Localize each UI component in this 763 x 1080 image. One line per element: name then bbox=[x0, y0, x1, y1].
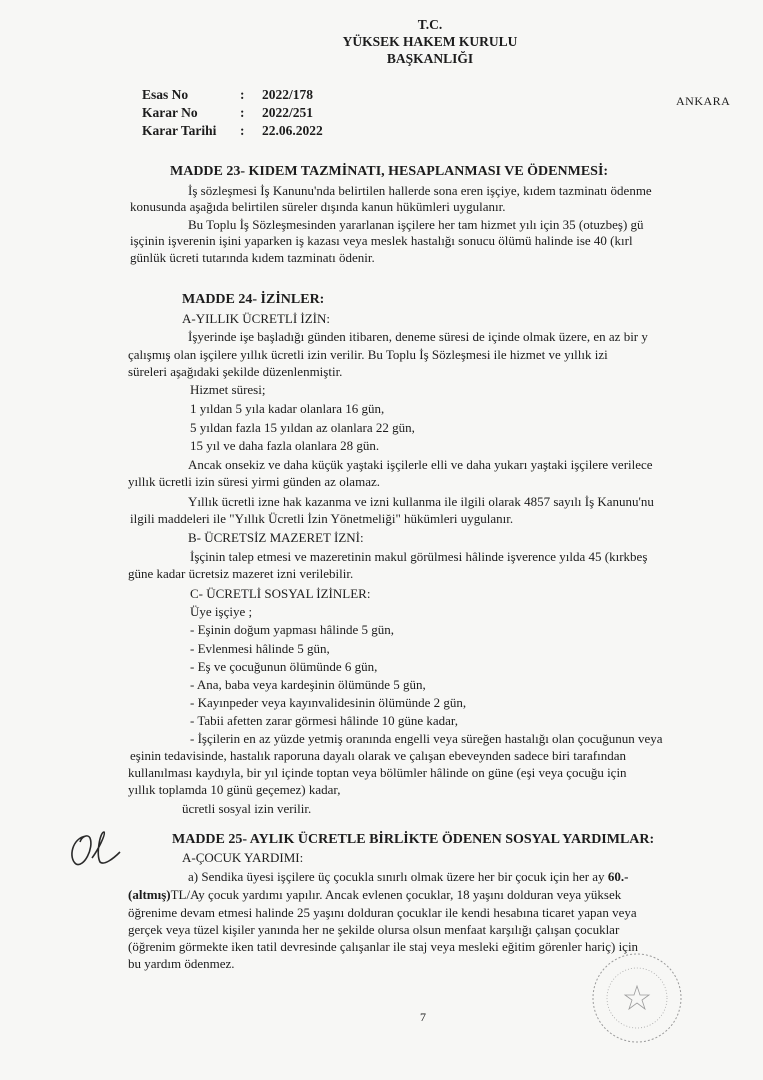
section-b-heading: B- ÜCRETSİZ MAZERET İZNİ: bbox=[188, 530, 364, 545]
meta-karar-no: Karar No : 2022/251 bbox=[142, 105, 314, 120]
city-label: ANKARA bbox=[676, 94, 731, 108]
article-24-title: MADDE 24- İZİNLER: bbox=[182, 292, 325, 307]
section-a-heading: A-YILLIK ÜCRETLİ İZİN: bbox=[182, 311, 331, 326]
article-24-line: İşçinin talep etmesi ve mazeretinin makul görülmesi hâlinde işverence yılda 45 (kırkbeş bbox=[190, 549, 648, 564]
article-25-line: öğrenime devam etmesi halinde 25 yaşını dolduran çocuklar ile kendi hesabına ticaret yapan veya bbox=[128, 905, 637, 920]
article-24-line: ücretli sosyal izin verilir. bbox=[182, 801, 312, 816]
article-25-line: gerçek veya tüzel kişiler yanında her ne şekilde olursa olsun menfaat karşılığı çalışan çocuklar bbox=[128, 922, 620, 937]
article-24-line: süreleri aşağıdaki şekilde düzenlenmiştir. bbox=[128, 364, 343, 379]
article-25-line: a) Sendika üyesi işçilere üç çocukla sınırlı olmak üzere her bir çocuk için her ay 60.- bbox=[188, 869, 629, 884]
article-24-line: 5 yıldan fazla 15 yıldan az olanlara 22 gün, bbox=[190, 420, 415, 435]
article-24-line: eşinin tedavisinde, hastalık raporuna dayalı olarak ve çalışan ebeveynden sadece biri tarafından bbox=[130, 748, 626, 763]
article-24-line: kullanılması kaydıyla, bir yıl içinde toptan veya bölümler hâlinde on güne (eşi veya çocuğu için bbox=[128, 765, 627, 780]
list-item: - Eşinin doğum yapması hâlinde 5 gün, bbox=[190, 622, 395, 637]
article-23-line: işçinin işverenin işini yaparken iş kazası veya meslek hastalığı sonucu ölümü halinde ise 40 (kırl bbox=[130, 233, 633, 248]
article-23-line: günlük ücreti tutarında kıdem tazminatı ödenir. bbox=[130, 250, 375, 265]
header-tc: T.C. bbox=[417, 17, 443, 32]
article-24-line: Üye işçiye ; bbox=[190, 604, 253, 619]
article-23-title: MADDE 23- KIDEM TAZMİNATI, HESAPLANMASI VE ÖDENMESİ: bbox=[170, 164, 609, 179]
article-24-line: 1 yıldan 5 yıla kadar olanlara 16 gün, bbox=[190, 401, 385, 416]
article-24-line: İşyerinde işe başladığı günden itibaren, deneme süresi de içinde olmak üzere, en az bir y bbox=[188, 329, 648, 344]
handwritten-initials-icon bbox=[64, 828, 128, 874]
meta-karar-tarihi: Karar Tarihi : 22.06.2022 bbox=[142, 123, 323, 138]
list-item: - Ana, baba veya kardeşinin ölümünde 5 gün, bbox=[190, 677, 426, 692]
article-24-line: yıllık toplamda 10 günü geçemez) kadar, bbox=[128, 782, 341, 797]
article-23-line: İş sözleşmesi İş Kanunu'nda belirtilen hallerde sona eren işçiye, kıdem tazminatı ödenme bbox=[188, 183, 652, 198]
article-25-line: bu yardım ödenmez. bbox=[128, 956, 235, 971]
official-stamp-icon bbox=[572, 948, 702, 1048]
article-24-line: çalışmış olan işçilere yıllık ücretli izin verilir. Bu Toplu İş Sözleşmesi ile hizmet ve yıllık izi bbox=[128, 347, 608, 362]
section-c-heading: C- ÜCRETLİ SOSYAL İZİNLER: bbox=[190, 586, 371, 601]
article-24-line: yıllık ücretli izin süresi yirmi günden az olamaz. bbox=[128, 474, 380, 489]
article-24-line: 15 yıl ve daha fazla olanlara 28 gün. bbox=[190, 438, 380, 453]
article-25-title: MADDE 25- AYLIK ÜCRETLE BİRLİKTE ÖDENEN SOSYAL YARDIMLAR: bbox=[172, 832, 655, 847]
article-25-line: (altmış)TL/Ay çocuk yardımı yapılır. Ancak evlenen çocuklar, 18 yaşını dolduran veya yüksek bbox=[128, 887, 622, 902]
article-23-line: Bu Toplu İş Sözleşmesinden yararlanan işçilere her tam hizmet yılı için 35 (otuzbeş) gü bbox=[188, 217, 644, 232]
list-item: - Eş ve çocuğunun ölümünde 6 gün, bbox=[190, 659, 378, 674]
list-item: - İşçilerin en az yüzde yetmiş oranında engelli veya süreğen hastalığı olan çocuğunun veya bbox=[190, 731, 663, 746]
article-23-line: konusunda aşağıda belirtilen süreler dışında kanun hükümleri uygulanır. bbox=[130, 199, 506, 214]
list-item: - Tabii afetten zarar görmesi hâlinde 10 güne kadar, bbox=[190, 713, 458, 728]
list-item: - Kayınpeder veya kayınvalidesinin ölümünde 2 gün, bbox=[190, 695, 467, 710]
header-presidency: BAŞKANLIĞI bbox=[386, 51, 474, 66]
meta-esas-no: Esas No : 2022/178 bbox=[142, 87, 314, 102]
list-item: - Evlenmesi hâlinde 5 gün, bbox=[190, 641, 330, 656]
page-number: 7 bbox=[420, 1010, 426, 1024]
article-24-line: ilgili maddeleri ile "Yıllık Ücretli İzin Yönetmeliği" hükümleri uygulanır. bbox=[130, 511, 514, 526]
article-24-line: Ancak onsekiz ve daha küçük yaştaki işçilerle elli ve daha yukarı yaştaki işçilere verilece bbox=[188, 457, 653, 472]
amount-value: 60.- bbox=[607, 869, 629, 884]
article-24-line: güne kadar ücretsiz mazeret izni verilebilir. bbox=[128, 566, 354, 581]
article-24-line: Yıllık ücretli izne hak kazanma ve izni kullanma ile ilgili olarak 4857 sayılı İş Kanunu'nu bbox=[188, 494, 654, 509]
amount-words: (altmış) bbox=[128, 887, 171, 902]
header-institution: YÜKSEK HAKEM KURULU bbox=[342, 34, 518, 49]
section-a-cocuk-heading: A-ÇOCUK YARDIMI: bbox=[182, 850, 304, 865]
article-25-line: (öğrenim görmekte iken tatil devresinde çalışanlar ile staj veya mesleki eğitim görenler hariç) için bbox=[128, 939, 639, 954]
article-24-line: Hizmet süresi; bbox=[190, 382, 266, 397]
